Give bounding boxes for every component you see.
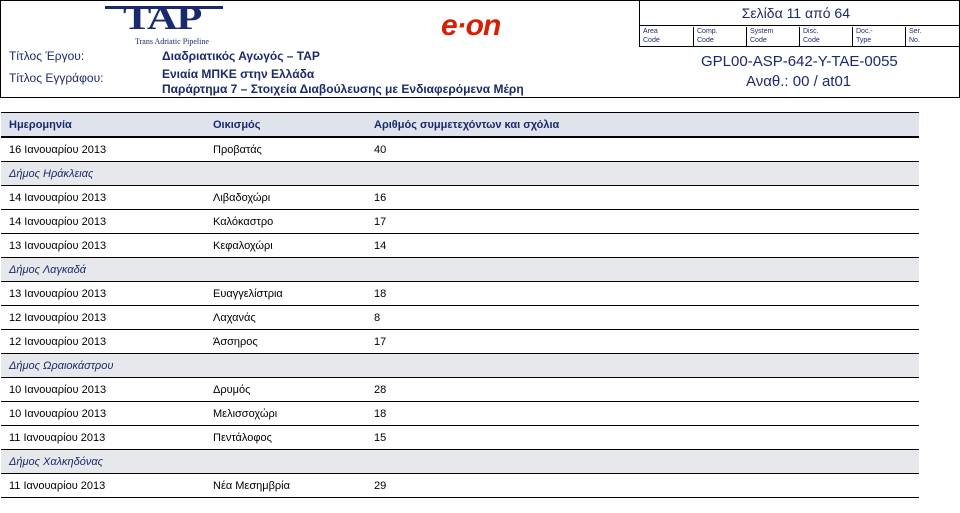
code-label: Type [856, 37, 872, 44]
eon-logo: e·on [441, 9, 501, 42]
settlement-cell: Νέα Μεσημβρία [213, 479, 290, 492]
code-label: Code [803, 37, 820, 44]
date-cell: 16 Ιανουαρίου 2013 [9, 143, 107, 156]
document-code-box [639, 1, 960, 47]
table-row [1, 378, 919, 402]
table-row [1, 138, 919, 162]
table-row [1, 306, 919, 330]
page-number: Σελίδα 11 από 64 [640, 1, 960, 26]
code-label: System [750, 28, 774, 35]
municipality-row [1, 162, 919, 186]
table-row [1, 402, 919, 426]
table-row [1, 282, 919, 306]
table-row [1, 234, 919, 258]
document-title-line2: Παράρτημα 7 – Στοιχεία Διαβούλευσης με Ενδιαφερόμενα Μέρη [162, 82, 524, 96]
date-cell: 12 Ιανουαρίου 2013 [9, 311, 107, 324]
project-title-value: Διαδριατικός Αγωγός – TAP [162, 49, 320, 63]
code-doctype [852, 27, 905, 46]
date-cell: 14 Ιανουαρίου 2013 [9, 215, 107, 228]
table-row [1, 186, 919, 210]
municipality-row [1, 354, 919, 378]
code-label: Code [697, 37, 714, 44]
municipality-row [1, 450, 919, 474]
document-title-label: Τίτλος Εγγράφου: [9, 71, 104, 85]
revision: Αναθ.: 00 / at01 [746, 73, 852, 90]
date-cell: 13 Ιανουαρίου 2013 [9, 287, 107, 300]
code-area [640, 27, 693, 46]
settlement-cell: Προβατάς [213, 143, 262, 156]
document-title-line1: Ενιαία ΜΠΚΕ στην Ελλάδα [162, 67, 315, 81]
code-serno [905, 27, 960, 46]
code-label: Code [643, 37, 660, 44]
participants-cell: 18 [374, 407, 387, 420]
table-row [1, 426, 919, 450]
settlement-cell: Ευαγγελίστρια [213, 287, 283, 300]
code-label: Ser. [909, 28, 922, 35]
column-header-settlement: Οικισμός [213, 118, 261, 131]
participants-cell: 29 [374, 479, 387, 492]
participants-cell: 16 [374, 191, 387, 204]
participants-cell: 18 [374, 287, 387, 300]
table-row [1, 474, 919, 498]
municipality-name: Δήμος Ωραιοκάστρου [9, 359, 114, 372]
code-label: Doc.- [856, 28, 873, 35]
column-header-date: Ημερομηνία [9, 118, 72, 131]
settlement-cell: Λιβαδοχώρι [213, 191, 271, 204]
municipality-name: Δήμος Λαγκαδά [9, 263, 86, 276]
participants-cell: 28 [374, 383, 387, 396]
settlement-cell: Λαχανάς [213, 311, 256, 324]
settlement-cell: Καλόκαστρο [213, 215, 274, 228]
table-row [1, 330, 919, 354]
code-system [746, 27, 799, 46]
municipality-row [1, 258, 919, 282]
tap-logo-text: TAP [123, 0, 202, 37]
participants-cell: 14 [374, 239, 387, 252]
date-cell: 10 Ιανουαρίου 2013 [9, 383, 107, 396]
participants-cell: 15 [374, 431, 387, 444]
date-cell: 14 Ιανουαρίου 2013 [9, 191, 107, 204]
code-disc [799, 27, 852, 46]
tap-logo-subtitle: Trans Adriatic Pipeline [135, 37, 209, 46]
tap-logo [105, 0, 225, 46]
date-cell: 12 Ιανουαρίου 2013 [9, 335, 107, 348]
date-cell: 11 Ιανουαρίου 2013 [9, 479, 106, 492]
settlement-cell: Δρυμός [213, 383, 251, 396]
participants-cell: 17 [374, 215, 387, 228]
document-header [0, 0, 960, 98]
consultation-table [1, 112, 919, 498]
code-label: Area [643, 28, 658, 35]
date-cell: 13 Ιανουαρίου 2013 [9, 239, 107, 252]
settlement-cell: Άσσηρος [213, 335, 258, 348]
code-comp [693, 27, 746, 46]
code-label: Code [750, 37, 767, 44]
code-label: No. [909, 37, 920, 44]
date-cell: 11 Ιανουαρίου 2013 [9, 431, 106, 444]
settlement-cell: Μελισσοχώρι [213, 407, 278, 420]
column-header-participants: Αριθμός συμμετεχόντων και σχόλια [374, 118, 560, 131]
settlement-cell: Πεντάλοφος [213, 431, 272, 444]
participants-cell: 40 [374, 143, 387, 156]
table-row [1, 210, 919, 234]
code-label: Disc. [803, 28, 819, 35]
participants-cell: 17 [374, 335, 387, 348]
municipality-name: Δήμος Ηράκλειας [9, 167, 94, 180]
table-header-row [1, 112, 919, 138]
settlement-cell: Κεφαλοχώρι [213, 239, 273, 252]
document-number: GPL00-ASP-642-Y-TAE-0055 [701, 53, 898, 70]
project-title-label: Τίτλος Έργου: [9, 49, 85, 63]
municipality-name: Δήμος Χαλκηδόνας [9, 455, 104, 468]
participants-cell: 8 [374, 311, 381, 324]
date-cell: 10 Ιανουαρίου 2013 [9, 407, 107, 420]
code-label: Comp. [697, 28, 718, 35]
